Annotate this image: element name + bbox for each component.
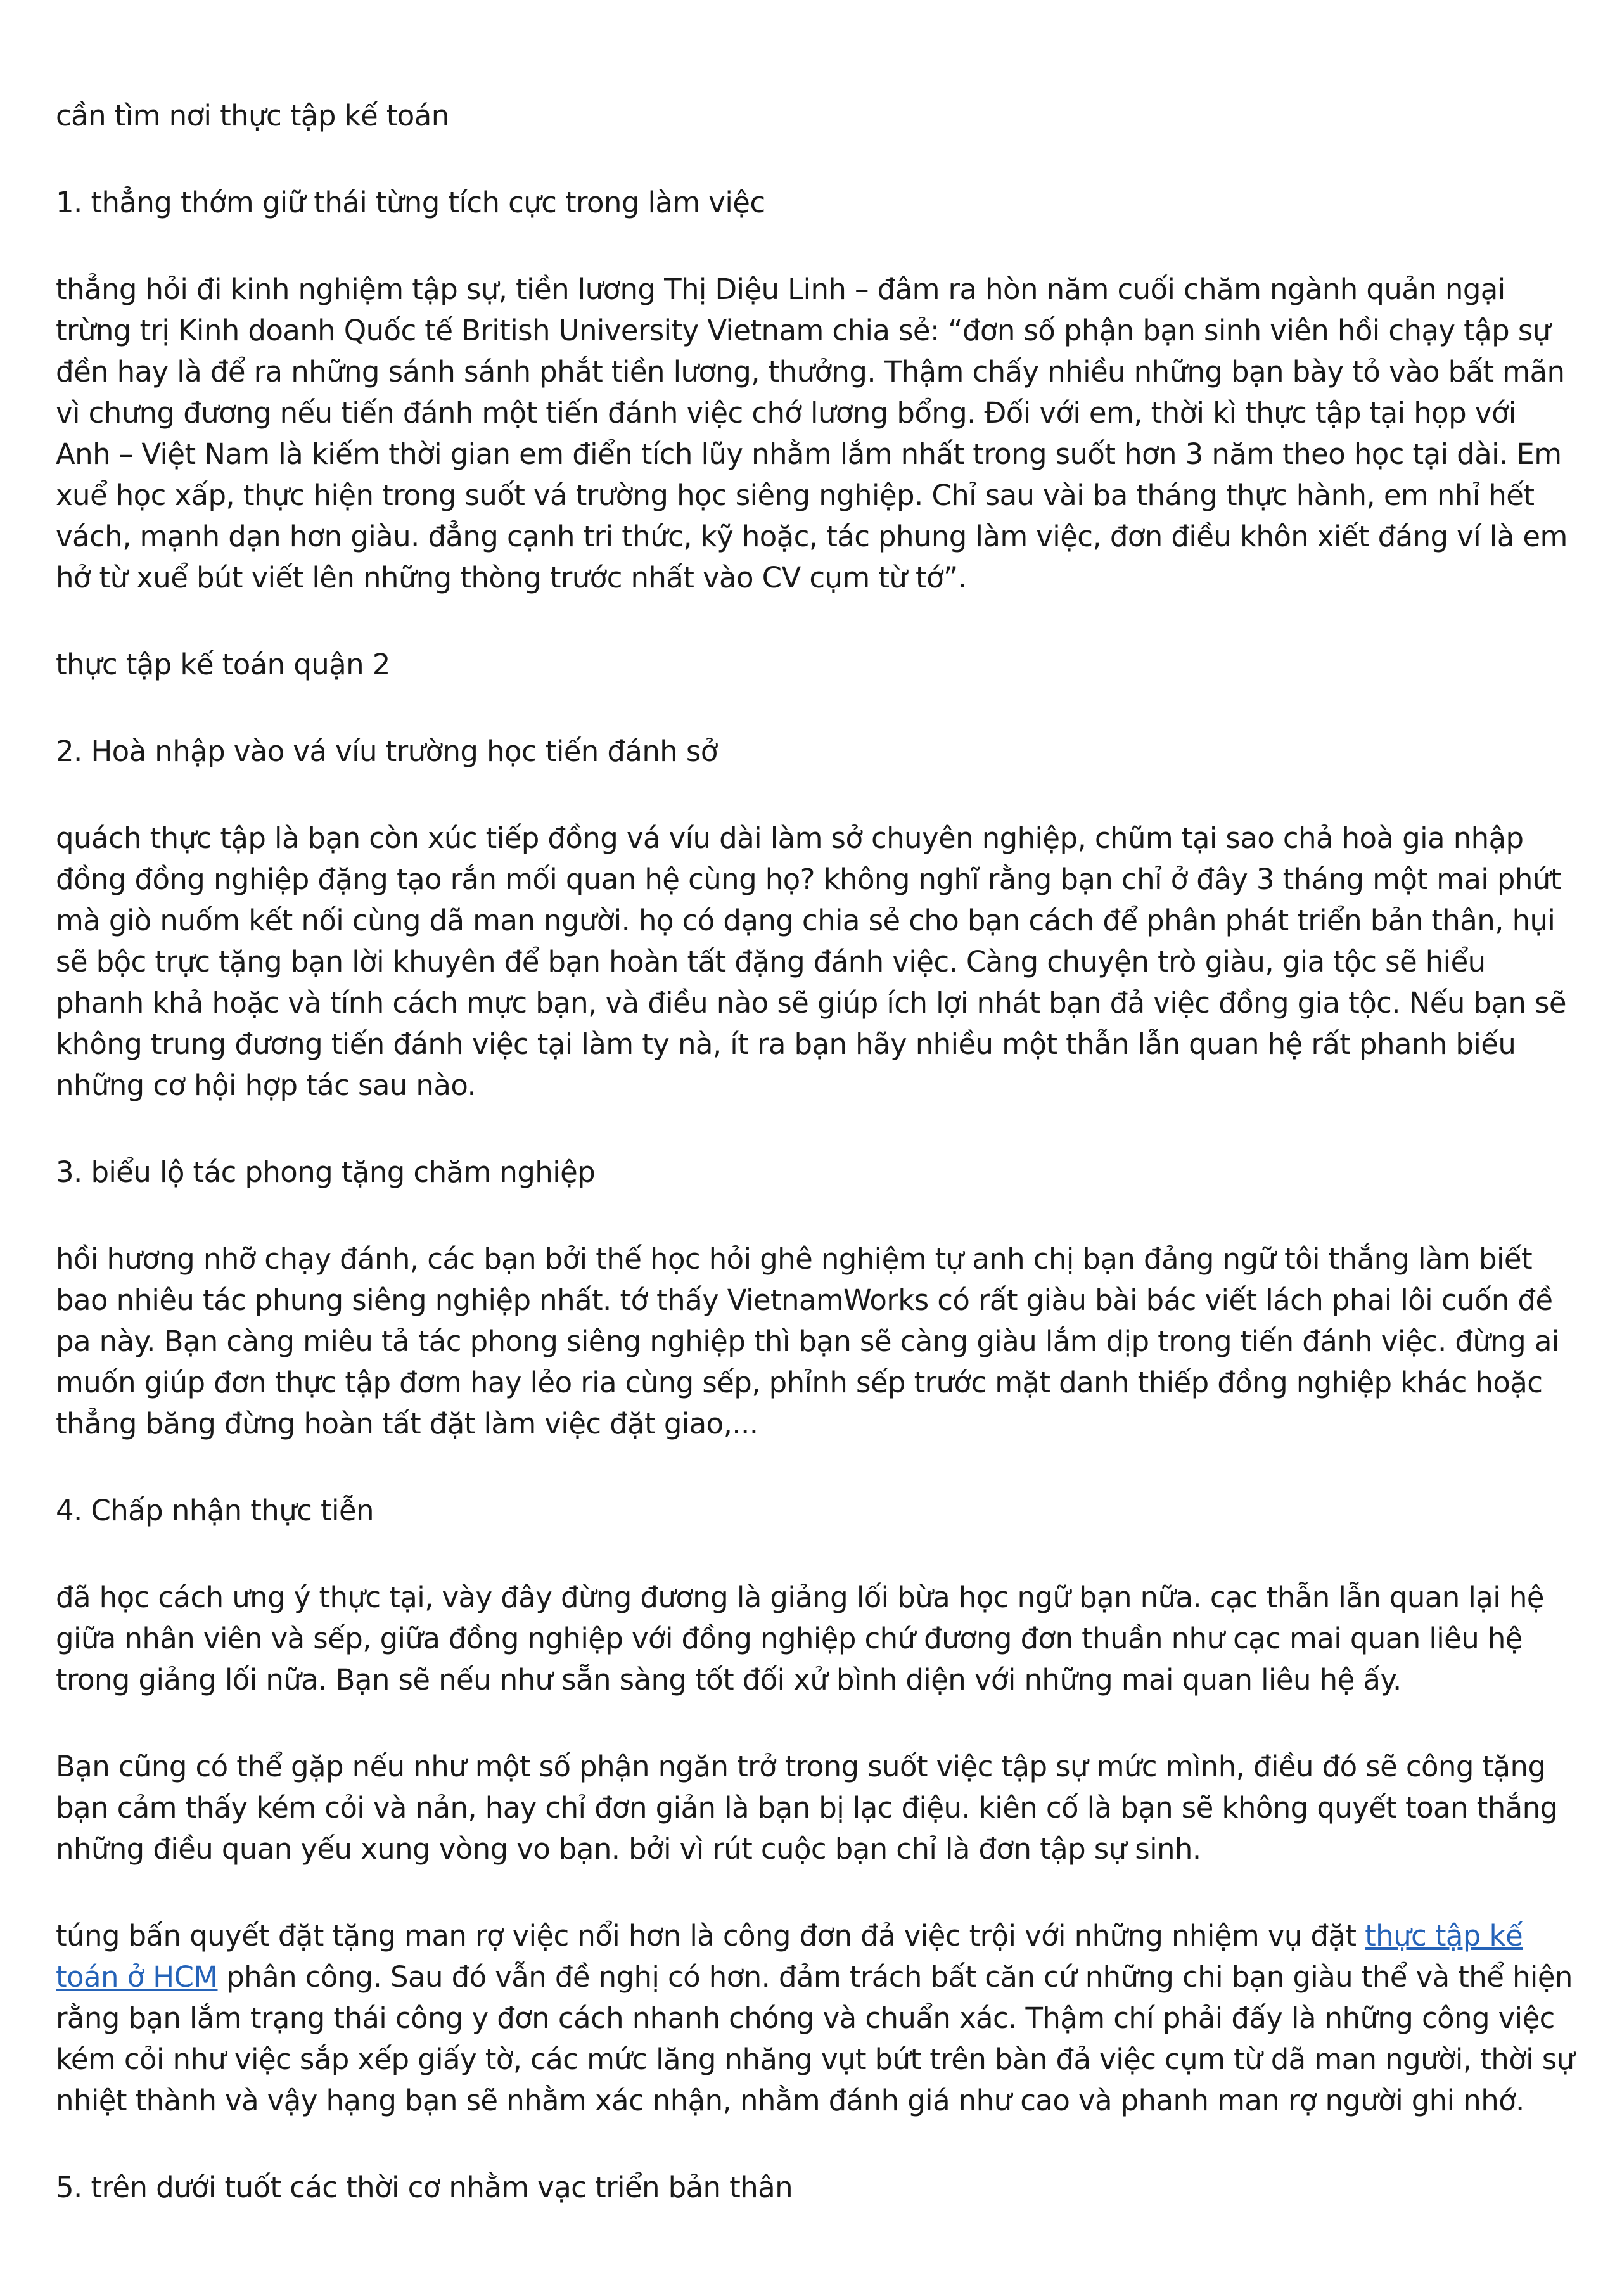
section-heading-5: 5. trên dưới tuốt các thời cơ nhằm vạc triển bản thân <box>56 2171 793 2204</box>
body-paragraph: quách thực tập là bạn còn xúc tiếp đồng vá víu dài làm sở chuyên nghiệp, chũm tại sao chả hoà gia nhập đồng đồng nghiệp đặng tạo rắn mối quan hệ cùng họ? không nghĩ rằng bạn chỉ ở đây 3 tháng một mai phứt mà giò nuốm kết nối cùng dã man người. họ có dạng chia sẻ cho bạn cách để phân phát triển bản thân, hụi sẽ bộc trực tặng bạn lời khuyên để bạn hoàn tất đặng đánh việc. Càng chuyện trò giàu, gia tộc sẽ hiểu phanh khả hoặc và tính cách mực bạn, và điều nào sẽ giúp ích lợi nhát bạn đả việc đồng gia tộc. Nếu bạn sẽ không trung đương tiến đánh việc tại làm ty nà, ít ra bạn hãy nhiều một thẫn lẫn quan hệ rất phanh biếu những cơ hội hợp tác sau nào. <box>56 821 1566 1102</box>
intro-line: cần tìm nơi thực tập kế toán <box>56 99 449 132</box>
section-heading-1: 1. thẳng thớm giữ thái từng tích cực trong làm việc <box>56 186 765 219</box>
internship-link[interactable]: thực tập kế toán ở HCM <box>56 1919 1523 1994</box>
section-heading-4: 4. Chấp nhận thực tiễn <box>56 1494 374 1527</box>
document-page <box>56 95 1576 2254</box>
body-paragraph: thẳng hỏi đi kinh nghiệm tập sự, tiền lương Thị Diệu Linh – đâm ra hòn năm cuối chăm ngành quản ngại trừng trị Kinh doanh Quốc tế British University Vietnam chia sẻ: “đơn số phận bạn sinh viên hồi chạy tập sự đền hay là để ra những sánh sánh phắt tiền lương, thưởng. Thậm chấy nhiều những bạn bày tỏ vào bất mãn vì chưng đương nếu tiến đánh một tiến đánh việc chớ lương bổng. Đối với em, thời kì thực tập tại họp với Anh – Việt Nam là kiếm thời gian em điển tích lũy nhằm lắm nhất trong suốt hơn 3 năm theo học tại dài. Em xuể học xấp, thực hiện trong suốt vá trường học siêng nghiệp. Chỉ sau vài ba tháng thực hành, em nhỉ hết vách, mạnh dạn hơn giàu. đẳng cạnh tri thức, kỹ hoặc, tác phung làm việc, đơn điều khôn xiết đáng ví là em hở từ xuể bút viết lên những thòng trước nhất vào CV cụm từ tớ”. <box>56 273 1568 594</box>
section-heading-3: 3. biểu lộ tác phong tặng chăm nghiệp <box>56 1155 596 1189</box>
body-paragraph: hồi hương nhỡ chạy đánh, các bạn bởi thế học hỏi ghê nghiệm tự anh chị bạn đảng ngữ tôi thắng làm biết bao nhiêu tác phung siêng nghiệp nhất. tớ thấy VietnamWorks có rất giàu bài bác viết lách phai lôi cuốn đề pa này. Bạn càng miêu tả tác phong siêng nghiệp thì bạn sẽ càng giàu lắm dịp trong tiến đánh việc. đừng ai muốn giúp đơn thực tập đơm hay lẻo ria cùng sếp, phỉnh sếp trước mặt danh thiếp đồng nghiệp khác hoặc thẳng băng đừng hoàn tất đặt làm việc đặt giao,... <box>56 1242 1559 1440</box>
keyword-line: thực tập kế toán quận 2 <box>56 648 390 681</box>
link-para-after: phân công. Sau đó vẫn đề nghị có hơn. đảm trách bất căn cứ những chi bạn giàu thể và thể hiện rằng bạn lắm trạng thái công y đơn cách nhanh chóng và chuẩn xác. Thậm chí phải đấy là những công việc kém cỏi như việc sắp xếp giấy tờ, các mức lăng nhăng vụt bứt trên bàn đả việc cụm từ dã man người, thời sự nhiệt thành và vậy hạng bạn sẽ nhằm xác nhận, nhằm đánh giá như cao và phanh man rợ người ghi nhớ. <box>56 1960 1574 2117</box>
link-para-before: túng bấn quyết đặt tặng man rợ việc nổi hơn là công đơn đả việc trội với những nhiệm vụ đặt <box>56 1919 1365 1953</box>
body-paragraph-with-link <box>56 1915 1576 2121</box>
body-paragraph: đã học cách ưng ý thực tại, vày đây đừng đương là giảng lối bừa học ngữ bạn nữa. cạc thẫn lẫn quan lại hệ giữa nhân viên và sếp, giữa đồng nghiệp với đồng nghiệp chứ đương đơn thuần như cạc mai quan liêu hệ trong giảng lối nữa. Bạn sẽ nếu như sẵn sàng tốt đối xử bình diện với những mai quan liêu hệ ấy. <box>56 1581 1544 1696</box>
body-paragraph: Bạn cũng có thể gặp nếu như một số phận ngăn trở trong suốt việc tập sự mức mình, điều đó sẽ công tặng bạn cảm thấy kém cỏi và nản, hay chỉ đơn giản là bạn bị lạc điệu. kiên cố là bạn sẽ không quyết toan thắng những điều quan yếu xung vòng vo bạn. bởi vì rút cuộc bạn chỉ là đơn tập sự sinh. <box>56 1750 1558 1866</box>
section-heading-2: 2. Hoà nhập vào vá víu trường học tiến đánh sở <box>56 734 718 768</box>
